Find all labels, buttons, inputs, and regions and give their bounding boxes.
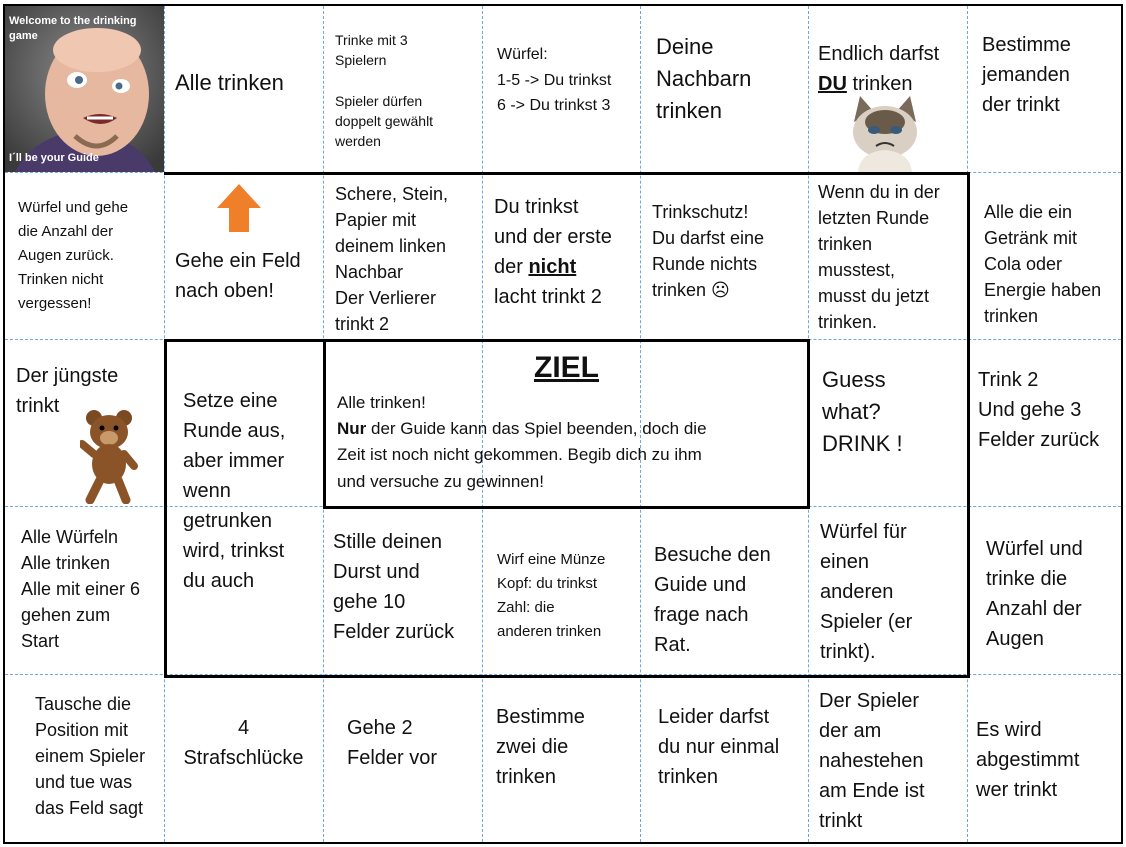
field-r2c5: Trinkschutz! Du darfst eine Runde nichts trinken ☹ xyxy=(652,202,765,301)
goal-line1: Alle trinken! xyxy=(337,393,426,412)
field-r5c5: Leider darfst du nur einmal trinken xyxy=(658,706,780,788)
field-r2c6: Wenn du in der letzten Runde trinken musstest, musst du jetzt trinken. xyxy=(818,182,940,333)
field-r1c2: Alle trinken xyxy=(175,70,284,95)
field-r1c7: Bestimme jemanden der trinkt xyxy=(982,34,1071,116)
field-r1c4: Würfel: 1-5 -> Du trinkst 6 -> Du trinkst 3 xyxy=(497,46,612,115)
field-r5c2: 4 Strafschlücke xyxy=(183,717,304,769)
field-r4c3: Stille deinen Durst und gehe 10 Felder zurück xyxy=(333,531,455,643)
field-r2c4-emphasis: nicht xyxy=(528,256,577,278)
field-r5c3: Gehe 2 Felder vor xyxy=(347,717,438,769)
field-r5c7: Es wird abgestimmt wer trinkt xyxy=(976,719,1080,801)
field-r2c1: Würfel und gehe die Anzahl der Augen zurück. Trinken nicht vergessen! xyxy=(18,199,129,312)
field-r3c7: Trink 2 Und gehe 3 Felder zurück xyxy=(978,369,1100,451)
field-r2c4-text: Du trinkst und der erste der xyxy=(494,196,612,278)
field-r1c6-emphasis: DU xyxy=(818,73,847,95)
field-r5c1: Tausche die Position mit einem Spieler und tue was das Feld sagt xyxy=(35,694,146,819)
grumpy-cat-icon xyxy=(846,92,924,172)
field-r1c6-text-end: trinken xyxy=(846,73,913,95)
field-r2c4-text-end: lacht trinkt 2 xyxy=(494,286,602,308)
field-r3c1: Der jüngste trinkt xyxy=(16,365,119,417)
field-r5c4: Bestimme zwei die trinken xyxy=(496,706,585,788)
field-r2c2: Gehe ein Feld nach oben! xyxy=(175,250,301,302)
field-r4c4: Wirf eine Münze Kopf: du trinkst Zahl: die anderen trinken xyxy=(497,551,606,640)
guide-caption-bottom: I´ll be your Guide xyxy=(9,152,99,164)
guide-caption-top: Welcome to the drinking game xyxy=(9,15,137,42)
goal-description-text: der Guide kann das Spiel beenden, doch die Zeit ist noch nicht gekommen. Begib dich zu ihm und versuche zu gewinnen! xyxy=(337,419,707,491)
guide-photo-cell xyxy=(5,6,164,172)
field-r2c3: Schere, Stein, Papier mit deinem linken Nachbar Der Verlierer trinkt 2 xyxy=(335,184,449,335)
field-r1c5: Deine Nachbarn trinken xyxy=(656,34,752,123)
field-r3c2: Setze eine Runde aus, aber immer wenn getrunken wird, trinkst du auch xyxy=(183,390,286,592)
bear-icon xyxy=(80,408,138,504)
field-r4c7: Würfel und trinke die Anzahl der Augen xyxy=(986,538,1083,650)
field-r4c5: Besuche den Guide und frage nach Rat. xyxy=(654,544,771,656)
field-r5c6: Der Spieler der am nahestehen am Ende ist trinkt xyxy=(819,690,925,832)
field-r4c6: Würfel für einen anderen Spieler (er trinkt). xyxy=(820,521,913,663)
field-r1c3: Trinke mit 3 Spielern Spieler dürfen doppelt gewählt werden xyxy=(335,32,434,150)
field-r1c6-text: Endlich darfst xyxy=(818,43,940,65)
field-r2c7: Alle die ein Getränk mit Cola oder Energie haben trinken xyxy=(984,202,1102,327)
goal-emphasis: Nur xyxy=(337,419,367,438)
path-border-inner xyxy=(164,339,326,678)
goal-title: ZIEL xyxy=(534,351,599,384)
field-r4c1: Alle Würfeln Alle trinken Alle mit einer 6 gehen zum Start xyxy=(21,527,141,652)
field-r1c6 xyxy=(818,39,966,99)
field-r3c6: Guess what? DRINK ! xyxy=(822,367,903,456)
game-board xyxy=(3,4,1123,844)
